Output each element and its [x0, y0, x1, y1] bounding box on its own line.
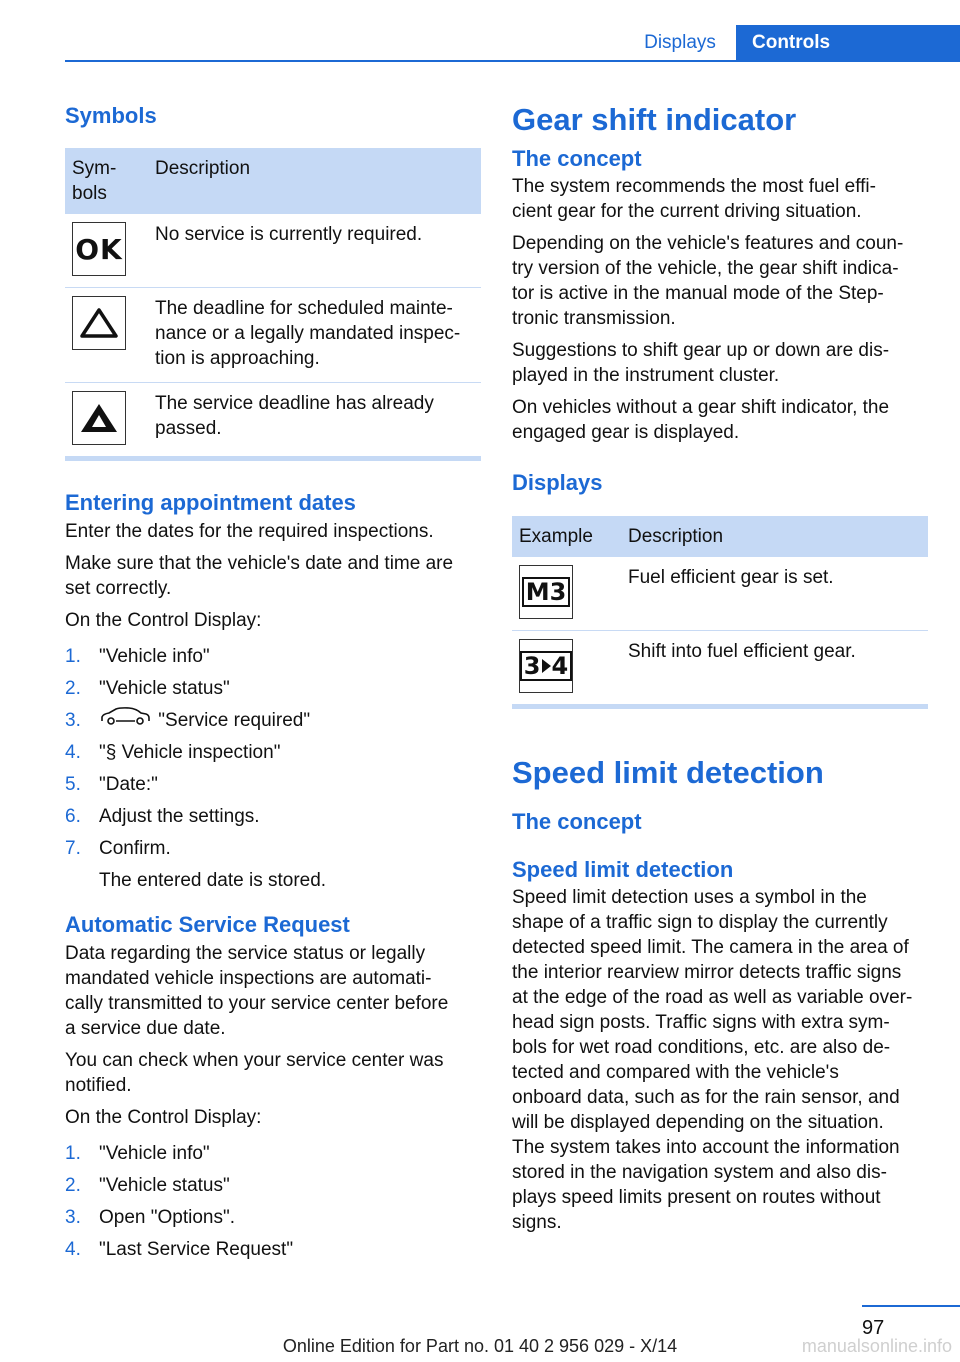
paragraph: Suggestions to shift gear up or down are dis- played in the instrument cluster. [512, 340, 890, 386]
speed-concept-heading: The concept [512, 809, 642, 834]
warning-triangle-filled-icon [72, 391, 126, 445]
list-item: 2. "Vehicle status" [65, 1175, 230, 1197]
table-row [512, 557, 928, 631]
gear-description: Fuel efficient gear is set. [621, 557, 928, 631]
footer-rule [862, 1305, 960, 1307]
page-number: 97 [862, 1317, 885, 1339]
list-item: 3. Open "Options". [65, 1207, 236, 1229]
table-row [512, 631, 928, 705]
symbol-description: The deadline for scheduled mainte- nance or a legally mandated inspec- tion is approaching. [148, 288, 481, 383]
symbols-heading: Symbols [65, 103, 157, 128]
symbols-table [65, 148, 481, 456]
table-row [65, 214, 481, 288]
gear-heading: Gear shift indicator [512, 102, 797, 137]
list-item: 3. "Service required" [65, 705, 481, 737]
left-column [65, 100, 481, 1278]
description-col-header: Description [148, 148, 481, 214]
arrow-right-icon [541, 658, 552, 674]
table-row [65, 288, 481, 383]
gear-table [512, 516, 928, 704]
paragraph: Depending on the vehicle's features and coun- try version of the vehicle, the gear shift indica- tor is active in the manual mode of the Step- tronic transmission. [512, 233, 904, 329]
list-item: 5. "Date:" [65, 774, 158, 796]
appointment-heading: Entering appointment dates [65, 490, 356, 515]
header-rule [65, 60, 960, 62]
ok-icon-label: OK [75, 232, 123, 266]
automatic-heading: Automatic Service Request [65, 912, 350, 938]
table-end-bar [65, 456, 481, 461]
symbol-description: The service deadline has already passed. [155, 393, 434, 439]
watermark: manualsonline.info [801, 1336, 952, 1356]
paragraph: Make sure that the vehicle's date and time are set correctly. [65, 553, 454, 599]
paragraph: Data regarding the service status or legally mandated vehicle inspections are automati- cally transmitted to your service center before a service due date. [65, 943, 449, 1040]
ok-icon [72, 222, 126, 276]
example-col-header: Example [512, 516, 621, 557]
header-chapter-tab: Controls [736, 25, 960, 61]
table-row [65, 383, 481, 457]
list-item: 4. "Last Service Request" [65, 1239, 294, 1261]
appointment-steps [65, 641, 481, 865]
right-column [512, 100, 928, 1242]
symbol-description: No service is currently required. [148, 214, 481, 288]
gear-m3-icon: M3 [519, 565, 573, 619]
paragraph: Speed limit detection uses a symbol in the shape of a traffic sign to display the currently detected speed limit. The camera in the area of the interior rearview mirror detects traffic signs at the edge of the road as well as variable over- head sign posts. Traffic signs with extra sym- bols for wet road conditions, etc. are also de- tected and compared with the vehicle's onboard data, such as for the rain sensor, and will be displayed depending on the situation. The system takes into account the information stored in the navigation system and also dis- plays speed limits present on routes without signs. [512, 887, 913, 1233]
paragraph: On the Control Display: [65, 1107, 262, 1129]
speed-heading: Speed limit detection [512, 755, 824, 790]
list-item: 1. "Vehicle info" [65, 1143, 210, 1165]
gear-shift-3-to-4-icon: 3 4 [519, 639, 573, 693]
list-item: 6. Adjust the settings. [65, 806, 260, 828]
edition-note: Online Edition for Part no. 01 40 2 956 029 - X/14 [282, 1336, 678, 1356]
list-item: 7. Confirm. [65, 838, 171, 860]
warning-triangle-outline-icon [72, 296, 126, 350]
car-icon [99, 705, 151, 737]
gear-description: Shift into fuel efficient gear. [628, 641, 856, 662]
list-item: 1. "Vehicle info" [65, 646, 210, 667]
paragraph: On the Control Display: [65, 610, 262, 631]
paragraph: The system recommends the most fuel effi- cient gear for the current driving situation. [512, 176, 876, 222]
step-note: The entered date is stored. [99, 870, 327, 892]
table-end-bar [512, 704, 928, 709]
description-col-header: Description [621, 516, 928, 557]
header-section-label: Displays [644, 32, 716, 53]
paragraph: Enter the dates for the required inspections. [65, 521, 434, 542]
speed-sub-heading: Speed limit detection [512, 857, 734, 882]
gear-concept-heading: The concept [512, 146, 642, 171]
symbols-col-header: Sym- bols [65, 148, 148, 214]
paragraph: On vehicles without a gear shift indicator, the engaged gear is displayed. [512, 397, 890, 443]
list-item: 4. "§ Vehicle inspection" [65, 742, 281, 764]
paragraph: You can check when your service center was notified. [65, 1050, 444, 1097]
automatic-steps [65, 1138, 481, 1266]
displays-heading: Displays [512, 470, 603, 495]
list-item: 2. "Vehicle status" [65, 678, 230, 699]
